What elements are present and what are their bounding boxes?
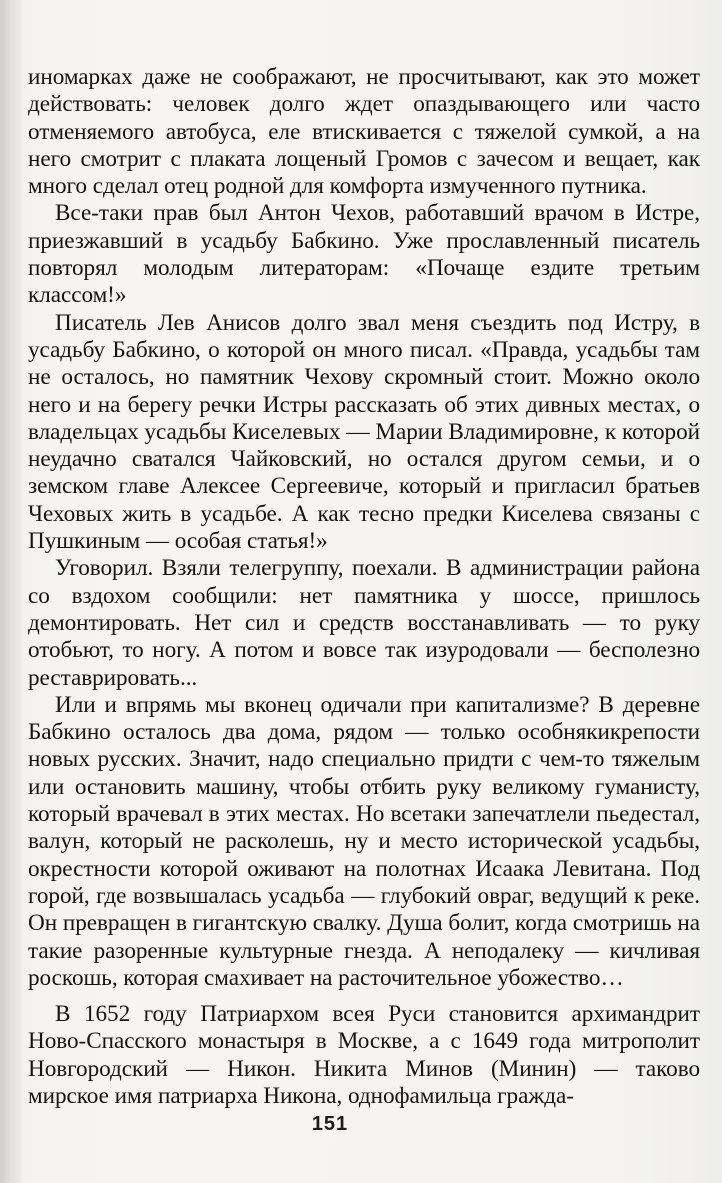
body-text [28,64,700,1110]
paragraph-2: Все-таки прав был Антон Чехов, работавший врачом в Истре, приезжавший в усадьбу Бабкино. Уже прославленный писатель повторял молодым литераторам: «Почаще ездите третьим классом!» [28,200,700,309]
paragraph-1: иномарках даже не соображают, не просчитывают, как это может действовать: человек долго ждет опаздывающего или часто отменяемого автобуса, еле втискивается с тяжелой сумкой, а на него смотрит с плаката лощеный Громов с зачесом и вещает, как много сделал отец родной для комфорта измученного путника. [28,64,700,200]
page-number: 151 [311,1113,349,1135]
paragraph-5: Или и впрямь мы вконец одичали при капитализме? В деревне Бабкино осталось два дома, рядом — только особнякикрепости новых русских. Значит, надо специально придти с чем-то тяжелым или остановить машину, чтобы отбить руку великому гуманисту, который врачевал в этих местах. Но всетаки запечатлели пьедестал, валун, который не расколешь, ну и место исторической усадьбы, окрестности которой оживают на полотнах Исаака Левитана. Под горой, где возвышалась усадьба — глубокий овраг, ведущий к реке. Он превращен в гигантскую свалку. Душа болит, когда смотришь на такие разоренные культурные гнезда. А неподалеку — кичливая роскошь, которая смахивает на расточительное убожество… [28,691,700,991]
binding-shadow [0,0,24,1183]
paragraph-4: Уговорил. Взяли телегруппу, поехали. В администрации района со вздохом сообщили: нет памятника у шоссе, пришлось демонтировать. Нет сил и средств восстанавливать — то руку отобьют, то ногу. А потом и вовсе так изуродовали — бесполезно реставрировать... [28,555,700,691]
paragraph-3: Писатель Лев Анисов долго звал меня съездить под Истру, в усадьбу Бабкино, о которой он много писал. «Правда, усадьбы там не осталось, но памятник Чехову скромный стоит. Можно около него и на берегу речки Истры рассказать об этих дивных местах, о владельцах усадьбы Киселевых — Марии Владимировне, к которой неудачно сватался Чайковский, но остался другом семьи, и о земском главе Алексее Сергеевиче, который и пригласил братьев Чеховых жить в усадьбе. А как тесно предки Киселева связаны с Пушкиным — особая статья!» [28,309,700,555]
paragraph-6: В 1652 году Патриархом всея Руси становится архимандрит Ново-Спасского монастыря в Москве, а с 1649 года митрополит Новгородский — Никон. Никита Минов (Минин) — таково мирское имя патриарха Никона, однофамильца гражда- [28,1001,700,1109]
